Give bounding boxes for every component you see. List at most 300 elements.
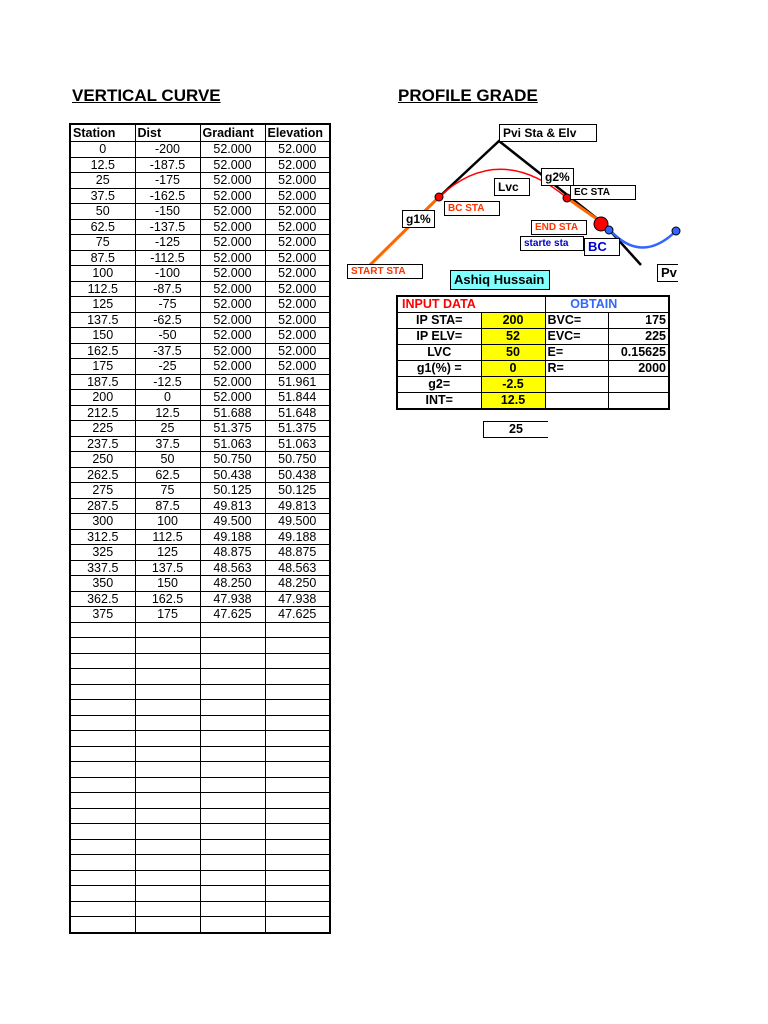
cell-station: 287.5 [70,498,135,514]
table-row [70,576,330,592]
extra-value-box: 25 [483,421,548,438]
cell-station: 162.5 [70,343,135,359]
cell-dist: 12.5 [135,405,200,421]
obtain-label: EVC= [545,329,608,345]
cell-elevation: 52.000 [265,281,330,297]
empty-cell [70,731,135,747]
cell-elevation: 52.000 [265,235,330,251]
empty-cell [70,622,135,638]
cell-station: 0 [70,142,135,158]
obtain-value [608,377,669,393]
table-row [70,452,330,468]
input-header-row [397,296,669,313]
table-row [70,591,330,607]
cell-gradiant: 49.188 [200,529,265,545]
empty-cell [200,715,265,731]
cell-gradiant: 50.125 [200,483,265,499]
cell-elevation: 48.875 [265,545,330,561]
empty-table-row [70,839,330,855]
cell-elevation: 51.375 [265,421,330,437]
bc-label: BC [584,238,620,256]
cell-elevation: 50.750 [265,452,330,468]
cell-gradiant: 52.000 [200,374,265,390]
g1-label: g1% [402,210,435,228]
input-label: IP ELV= [397,329,481,345]
cell-dist: 100 [135,514,200,530]
table-row [70,421,330,437]
obtain-label: R= [545,361,608,377]
pv-label: Pv [657,264,678,282]
empty-table-row [70,886,330,902]
table-row [70,514,330,530]
table-row [70,545,330,561]
table-row [70,529,330,545]
empty-cell [265,870,330,886]
cell-dist: 125 [135,545,200,561]
cell-gradiant: 52.000 [200,219,265,235]
empty-cell [265,762,330,778]
table-row [70,405,330,421]
cell-gradiant: 50.750 [200,452,265,468]
input-value: 52 [481,329,545,345]
empty-cell [135,700,200,716]
cell-dist: -87.5 [135,281,200,297]
cell-elevation: 51.961 [265,374,330,390]
start-sta-label: START STA [347,264,423,279]
cell-elevation: 49.188 [265,529,330,545]
cell-station: 225 [70,421,135,437]
empty-table-row [70,715,330,731]
empty-table-row [70,638,330,654]
cell-station: 350 [70,576,135,592]
cell-station: 300 [70,514,135,530]
cell-elevation: 52.000 [265,219,330,235]
vertical-curve-title: VERTICAL CURVE [72,86,221,105]
empty-cell [200,638,265,654]
cell-gradiant: 51.063 [200,436,265,452]
empty-cell [265,917,330,933]
cell-gradiant: 48.563 [200,560,265,576]
empty-cell [200,824,265,840]
cell-elevation: 52.000 [265,188,330,204]
cell-elevation: 47.625 [265,607,330,623]
cell-dist: -150 [135,204,200,220]
input-label: IP STA= [397,313,481,329]
table-row [70,219,330,235]
obtain-value: 175 [608,313,669,329]
cell-station: 250 [70,452,135,468]
empty-cell [135,793,200,809]
empty-cell [135,777,200,793]
cell-dist: -12.5 [135,374,200,390]
station-table [69,123,331,934]
empty-cell [135,653,200,669]
empty-cell [265,793,330,809]
empty-table-row [70,684,330,700]
empty-table-row [70,746,330,762]
table-row [70,312,330,328]
cell-dist: 75 [135,483,200,499]
empty-cell [70,762,135,778]
cell-station: 200 [70,390,135,406]
empty-cell [265,855,330,871]
cell-station: 62.5 [70,219,135,235]
cell-elevation: 48.250 [265,576,330,592]
table-row [70,142,330,158]
empty-cell [265,622,330,638]
empty-cell [200,870,265,886]
empty-cell [265,700,330,716]
cell-gradiant: 51.375 [200,421,265,437]
empty-cell [70,700,135,716]
cell-dist: 175 [135,607,200,623]
cell-gradiant: 52.000 [200,173,265,189]
cell-elevation: 51.648 [265,405,330,421]
right-point-marker [672,227,680,235]
cell-station: 325 [70,545,135,561]
obtain-label [545,377,608,393]
empty-cell [200,731,265,747]
g2-label: g2% [541,168,574,186]
obtain-value: 225 [608,329,669,345]
cell-gradiant: 52.000 [200,328,265,344]
empty-cell [70,638,135,654]
cell-gradiant: 52.000 [200,188,265,204]
cell-station: 100 [70,266,135,282]
cell-gradiant: 47.625 [200,607,265,623]
table-row [70,266,330,282]
obtain-value: 0.15625 [608,345,669,361]
cell-station: 212.5 [70,405,135,421]
obtain-value [608,393,669,410]
cell-elevation: 52.000 [265,343,330,359]
empty-cell [70,901,135,917]
empty-cell [135,731,200,747]
cell-elevation: 52.000 [265,312,330,328]
input-data-header: INPUT DATA [402,297,476,311]
header-station: Station [70,124,135,142]
end-sta-label: END STA [531,220,587,235]
end-point-marker [594,217,608,231]
cell-gradiant: 52.000 [200,390,265,406]
empty-table-row [70,901,330,917]
empty-cell [200,886,265,902]
input-label: g1(%) = [397,361,481,377]
cell-gradiant: 52.000 [200,343,265,359]
empty-cell [200,762,265,778]
cell-dist: -187.5 [135,157,200,173]
cell-elevation: 52.000 [265,204,330,220]
input-row [397,313,669,329]
cell-gradiant: 52.000 [200,204,265,220]
table-row [70,390,330,406]
cell-station: 12.5 [70,157,135,173]
cell-station: 25 [70,173,135,189]
cell-station: 112.5 [70,281,135,297]
empty-cell [135,684,200,700]
cell-dist: 62.5 [135,467,200,483]
empty-table-row [70,824,330,840]
cell-dist: 137.5 [135,560,200,576]
header-gradiant: Gradiant [200,124,265,142]
cell-elevation: 51.844 [265,390,330,406]
cell-dist: -37.5 [135,343,200,359]
cell-dist: 50 [135,452,200,468]
table-row [70,157,330,173]
cell-gradiant: 52.000 [200,235,265,251]
cell-elevation: 52.000 [265,250,330,266]
obtain-header: OBTAIN [545,296,669,313]
cell-gradiant: 47.938 [200,591,265,607]
input-value: 200 [481,313,545,329]
cell-gradiant: 51.688 [200,405,265,421]
empty-cell [135,746,200,762]
empty-table-row [70,793,330,809]
input-data-body [397,313,669,410]
cell-dist: -162.5 [135,188,200,204]
cell-gradiant: 49.813 [200,498,265,514]
cell-elevation: 52.000 [265,173,330,189]
empty-cell [265,715,330,731]
bc-sta-label: BC STA [444,201,500,216]
pvi-label: Pvi Sta & Elv [499,124,597,142]
empty-cell [200,653,265,669]
cell-gradiant: 49.500 [200,514,265,530]
empty-cell [70,855,135,871]
empty-cell [70,824,135,840]
empty-table-row [70,917,330,933]
empty-cell [135,839,200,855]
table-row [70,607,330,623]
empty-cell [200,917,265,933]
table-row [70,560,330,576]
empty-cell [70,793,135,809]
header-dist: Dist [135,124,200,142]
table-row [70,359,330,375]
input-label: g2= [397,377,481,393]
input-value: 50 [481,345,545,361]
cell-elevation: 52.000 [265,297,330,313]
cell-dist: -125 [135,235,200,251]
empty-table-row [70,762,330,778]
cell-dist: -100 [135,266,200,282]
empty-cell [265,731,330,747]
cell-elevation: 49.500 [265,514,330,530]
cell-dist: 112.5 [135,529,200,545]
empty-cell [265,638,330,654]
empty-cell [200,793,265,809]
table-row [70,374,330,390]
cell-station: 175 [70,359,135,375]
cell-station: 375 [70,607,135,623]
input-value: 0 [481,361,545,377]
empty-cell [70,917,135,933]
cell-dist: 162.5 [135,591,200,607]
incoming-grade-line [370,197,439,265]
cell-dist: 37.5 [135,436,200,452]
cell-elevation: 52.000 [265,359,330,375]
empty-cell [200,855,265,871]
cell-dist: 25 [135,421,200,437]
lvc-label: Lvc [494,178,530,196]
empty-cell [70,715,135,731]
cell-elevation: 51.063 [265,436,330,452]
input-row [397,393,669,410]
header-elevation: Elevation [265,124,330,142]
empty-cell [135,855,200,871]
cell-station: 125 [70,297,135,313]
cell-elevation: 47.938 [265,591,330,607]
empty-cell [135,886,200,902]
obtain-value: 2000 [608,361,669,377]
empty-cell [70,684,135,700]
table-body [70,142,330,933]
empty-cell [265,684,330,700]
empty-cell [135,824,200,840]
table-row [70,343,330,359]
cell-dist: -200 [135,142,200,158]
empty-cell [200,901,265,917]
table-header-row [70,124,330,142]
table-row [70,297,330,313]
empty-cell [70,870,135,886]
cell-gradiant: 50.438 [200,467,265,483]
cell-station: 262.5 [70,467,135,483]
empty-cell [200,669,265,685]
empty-table-row [70,700,330,716]
empty-cell [200,684,265,700]
empty-table-row [70,777,330,793]
input-row [397,345,669,361]
profile-grade-title: PROFILE GRADE [398,86,538,105]
empty-cell [70,669,135,685]
table-row [70,188,330,204]
empty-table-row [70,669,330,685]
empty-cell [70,886,135,902]
table-row [70,498,330,514]
table-row [70,328,330,344]
empty-cell [265,839,330,855]
empty-cell [265,808,330,824]
empty-cell [265,777,330,793]
input-value: 12.5 [481,393,545,410]
table-row [70,467,330,483]
table-row [70,204,330,220]
cell-gradiant: 52.000 [200,297,265,313]
cell-dist: -75 [135,297,200,313]
empty-cell [70,777,135,793]
starte-sta-label: starte sta [520,236,584,251]
empty-table-row [70,731,330,747]
empty-table-row [70,808,330,824]
table-row [70,436,330,452]
empty-cell [200,808,265,824]
empty-table-row [70,855,330,871]
cell-gradiant: 52.000 [200,359,265,375]
empty-table-row [70,653,330,669]
cell-elevation: 52.000 [265,142,330,158]
empty-cell [135,870,200,886]
empty-cell [135,808,200,824]
cell-station: 75 [70,235,135,251]
cell-gradiant: 52.000 [200,312,265,328]
table-row [70,173,330,189]
empty-cell [200,777,265,793]
table-row [70,250,330,266]
cell-station: 337.5 [70,560,135,576]
input-row [397,361,669,377]
cell-station: 87.5 [70,250,135,266]
empty-cell [200,700,265,716]
empty-cell [70,746,135,762]
empty-cell [135,917,200,933]
empty-cell [70,653,135,669]
empty-cell [70,808,135,824]
cell-gradiant: 52.000 [200,142,265,158]
cell-elevation: 52.000 [265,328,330,344]
start-point-marker [605,226,613,234]
empty-cell [200,839,265,855]
empty-cell [135,762,200,778]
cell-station: 50 [70,204,135,220]
empty-cell [135,638,200,654]
cell-dist: -25 [135,359,200,375]
table-row [70,235,330,251]
cell-dist: 150 [135,576,200,592]
empty-cell [265,901,330,917]
cell-dist: -175 [135,173,200,189]
cell-elevation: 50.438 [265,467,330,483]
input-label: LVC [397,345,481,361]
cell-station: 37.5 [70,188,135,204]
empty-cell [265,653,330,669]
cell-station: 150 [70,328,135,344]
empty-cell [265,886,330,902]
ec-sta-label: EC STA [570,185,636,200]
empty-cell [135,622,200,638]
cell-elevation: 50.125 [265,483,330,499]
empty-cell [200,746,265,762]
table-row [70,281,330,297]
empty-cell [265,746,330,762]
cell-station: 362.5 [70,591,135,607]
cell-elevation: 48.563 [265,560,330,576]
cell-dist: 87.5 [135,498,200,514]
empty-cell [200,622,265,638]
empty-cell [135,669,200,685]
cell-dist: -137.5 [135,219,200,235]
cell-station: 275 [70,483,135,499]
empty-cell [70,839,135,855]
cell-dist: -112.5 [135,250,200,266]
obtain-label: E= [545,345,608,361]
empty-table-row [70,870,330,886]
author-label: Ashiq Hussain [450,270,550,290]
cell-gradiant: 52.000 [200,266,265,282]
empty-cell [135,901,200,917]
cell-gradiant: 48.250 [200,576,265,592]
cell-dist: -62.5 [135,312,200,328]
empty-cell [265,669,330,685]
cell-gradiant: 48.875 [200,545,265,561]
cell-elevation: 52.000 [265,157,330,173]
input-data-table [396,295,670,410]
input-row [397,329,669,345]
empty-cell [135,715,200,731]
cell-elevation: 49.813 [265,498,330,514]
cell-dist: -50 [135,328,200,344]
table-row [70,483,330,499]
